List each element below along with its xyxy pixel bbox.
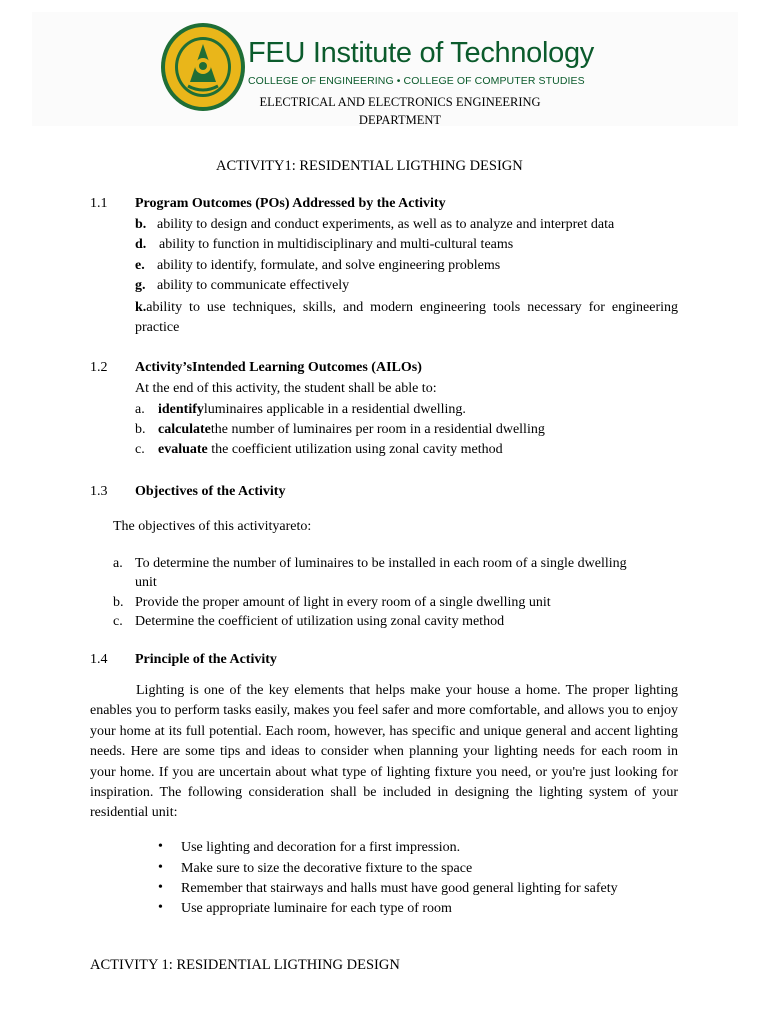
- list-label: d.: [135, 237, 147, 252]
- list-item-continuation: unit: [135, 575, 157, 590]
- section-intro: At the end of this activity, the student shall be able to:: [135, 381, 437, 396]
- list-item: Provide the proper amount of light in every room of a single dwelling unit: [135, 595, 551, 610]
- section-heading: Objectives of the Activity: [135, 484, 286, 499]
- bullet-icon: •: [158, 900, 163, 915]
- bullet-item: Make sure to size the decorative fixture to the space: [181, 861, 473, 876]
- bullet-item: Use appropriate luminaire for each type of room: [181, 901, 452, 916]
- department-line-1: ELECTRICAL AND ELECTRONICS ENGINEERING: [259, 95, 541, 109]
- bullet-icon: •: [158, 839, 163, 854]
- page-title: ACTIVITY1: RESIDENTIAL LIGTHING DESIGN: [216, 158, 523, 174]
- list-item: ability to identify, formulate, and solve engineering problems: [157, 258, 501, 273]
- bullet-icon: •: [158, 860, 163, 875]
- list-label: c.: [135, 442, 145, 457]
- list-label: a.: [113, 556, 123, 571]
- list-label: b.: [135, 422, 146, 437]
- section-number: 1.2: [90, 360, 108, 375]
- section-number: 1.1: [90, 196, 108, 211]
- department-line-2: DEPARTMENT: [358, 113, 442, 127]
- institution-name: FEU Institute of Technology: [248, 37, 595, 69]
- bullet-item: Remember that stairways and halls must have good general lighting for safety: [181, 881, 618, 896]
- section-intro: The objectives of this activityareto:: [113, 519, 312, 534]
- list-label: a.: [135, 402, 145, 417]
- list-label: c.: [113, 614, 123, 629]
- list-item: ability to design and conduct experiments, as well as to analyze and interpret data: [157, 217, 615, 232]
- section-number: 1.4: [90, 652, 108, 667]
- list-label: b.: [135, 217, 147, 232]
- section-heading: Activity’sIntended Learning Outcomes (AILOs): [135, 360, 422, 375]
- section-heading: Program Outcomes (POs) Addressed by the Activity: [135, 196, 446, 211]
- bullet-item: Use lighting and decoration for a first impression.: [181, 840, 461, 855]
- list-label: b.: [113, 595, 124, 610]
- list-item: identifyluminaires applicable in a residential dwelling.: [158, 402, 466, 417]
- list-label: k.: [135, 300, 147, 315]
- bullet-icon: •: [158, 880, 163, 895]
- list-label: e.: [135, 258, 145, 273]
- page-footer: ACTIVITY 1: RESIDENTIAL LIGTHING DESIGN: [90, 957, 400, 973]
- principle-paragraph: Lighting is one of the key elements that helps make your house a home. The proper lighting enables you to perform tasks easily, makes you feel safer and more comfortable, and allows you to enjoy your home at its full potential. Each room, however, has specific and unique general and accent lighting needs. Here are some tips and ideas to consider when planning your lighting needs for each room in your home. If you are uncertain about what type of lighting fixture you need, or you're just looking for inspiration. The following consideration shall be included in designing the lighting system of your residential unit:: [90, 683, 678, 821]
- list-item: Determine the coefficient of utilization using zonal cavity method: [135, 614, 505, 629]
- list-item: evaluate the coefficient utilization using zonal cavity method: [158, 442, 503, 457]
- list-item: calculatethe number of luminaires per room in a residential dwelling: [158, 422, 545, 437]
- section-number: 1.3: [90, 484, 108, 499]
- colleges-line: COLLEGE OF ENGINEERING • COLLEGE OF COMPUTER STUDIES: [248, 75, 585, 87]
- list-item: ability to function in multidisciplinary and multi-cultural teams: [159, 237, 514, 252]
- list-item: To determine the number of luminaires to be installed in each room of a single dwelling: [135, 556, 627, 571]
- list-item: k.ability to use techniques, skills, and modern engineering tools necessary for engineering practice: [135, 300, 678, 335]
- section-heading: Principle of the Activity: [135, 652, 277, 667]
- list-item: ability to communicate effectively: [157, 278, 350, 293]
- list-label: g.: [135, 278, 146, 293]
